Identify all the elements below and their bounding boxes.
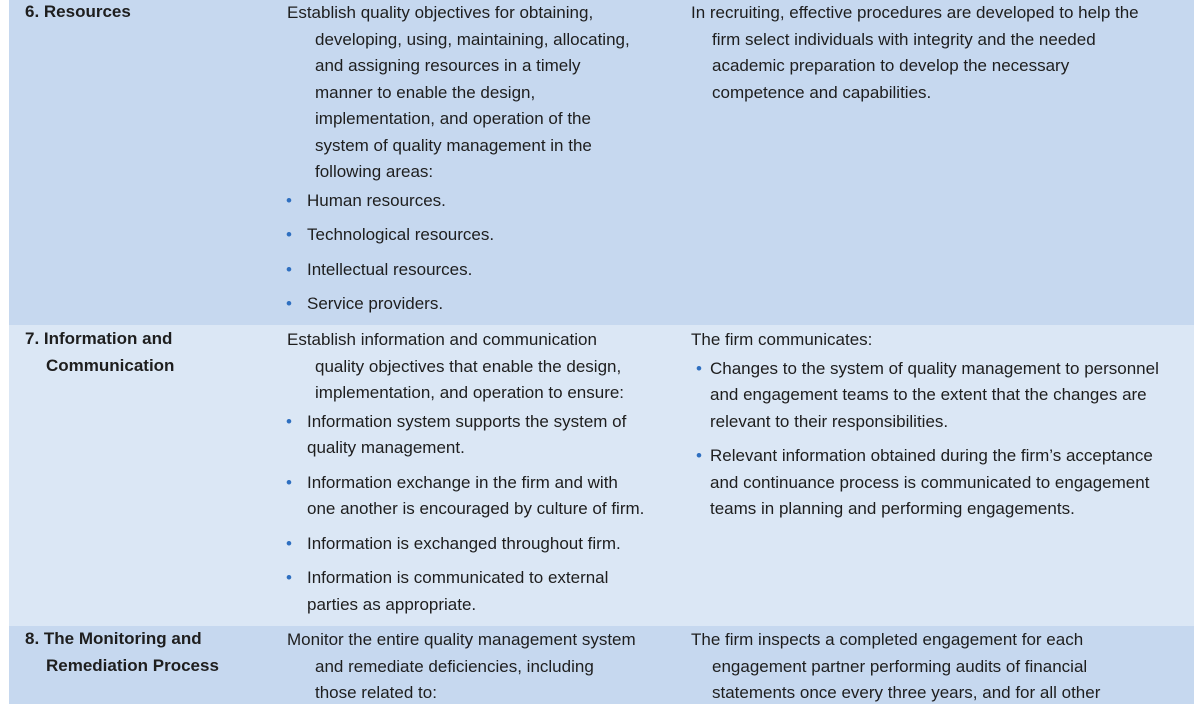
- table-row-monitoring-remediation: [9, 626, 1194, 704]
- objective-line: manner to enable the design,: [315, 82, 536, 102]
- bullet-icon: •: [286, 225, 292, 244]
- table-row-information-communication: [9, 325, 1194, 626]
- list-item-text: Changes to the system of quality management to personnel: [710, 358, 1159, 378]
- component-name: [25, 626, 265, 679]
- component-name-line: Remediation Process: [46, 655, 219, 675]
- list-item-text: relevant to their responsibilities.: [710, 411, 949, 431]
- objective-line: quality objectives that enable the design,: [315, 356, 622, 376]
- bullet-icon: •: [286, 190, 292, 210]
- list-item-text: Intellectual resources.: [307, 259, 473, 279]
- list-item-text: Information is exchanged throughout firm.: [307, 533, 621, 553]
- objective-line: those related to:: [315, 683, 437, 702]
- objective-line: system of quality management in the: [315, 135, 592, 155]
- example-text: [682, 327, 1192, 354]
- objective-text: [279, 627, 679, 704]
- list-item-text: and engagement teams to the extent that the changes are: [710, 385, 1147, 404]
- component-name: [25, 326, 265, 379]
- bullet-icon: •: [696, 446, 702, 465]
- objective-line: Monitor the entire quality management system: [287, 630, 636, 649]
- example-line: statements once every three years, and for all other: [712, 683, 1101, 702]
- objective-cell: [279, 0, 679, 318]
- objective-line: implementation, and operation of the: [315, 109, 591, 128]
- component-name-line: 6. Resources: [25, 2, 131, 21]
- list-item-text: Technological resources.: [307, 225, 495, 244]
- objective-bullet-list: [279, 409, 679, 619]
- objective-line: and remediate deficiencies, including: [315, 656, 594, 676]
- list-item: [691, 443, 1192, 523]
- component-name-line: 8. The Monitoring and: [25, 629, 202, 648]
- component-name-line: Communication: [46, 355, 175, 375]
- example-line: In recruiting, effective procedures are developed to help the: [691, 3, 1139, 22]
- objective-line: and assigning resources in a timely: [315, 56, 581, 75]
- objective-line: following areas:: [315, 162, 434, 181]
- bullet-icon: •: [286, 568, 292, 587]
- list-item-text: Information is communicated to external: [307, 568, 609, 587]
- objective-line: developing, using, maintaining, allocating,: [315, 29, 630, 49]
- component-name: [25, 0, 265, 26]
- example-line: firm select individuals with integrity and the needed: [712, 29, 1096, 49]
- example-cell: [682, 0, 1192, 106]
- list-item: [279, 409, 679, 462]
- component-cell: [25, 627, 265, 679]
- objective-line: Establish information and communication: [287, 330, 597, 349]
- objective-bullet-list: [279, 188, 679, 318]
- list-item-text: parties as appropriate.: [307, 594, 477, 614]
- bullet-icon: •: [286, 294, 292, 313]
- objective-cell: [279, 627, 679, 704]
- list-item-text: Information system supports the system of: [307, 411, 627, 431]
- bullet-icon: •: [696, 358, 702, 378]
- example-line: academic preparation to develop the necessary: [712, 56, 1070, 75]
- example-cell: [682, 627, 1192, 704]
- component-name-line: 7. Information and: [25, 329, 173, 348]
- bullet-icon: •: [286, 259, 292, 279]
- list-item-text: Relevant information obtained during the firm’s acceptance: [710, 446, 1153, 465]
- table-row-resources: [9, 0, 1194, 325]
- list-item-text: Information exchange in the firm and with: [307, 472, 618, 492]
- list-item-text: teams in planning and performing engagements.: [710, 499, 1075, 518]
- objective-line: Establish quality objectives for obtaining,: [287, 3, 594, 22]
- list-item: [279, 470, 679, 523]
- list-item: [279, 188, 679, 215]
- list-item: [691, 356, 1192, 436]
- example-line: competence and capabilities.: [712, 82, 932, 102]
- example-cell: [682, 327, 1192, 523]
- list-item-text: and continuance process is communicated to engagement: [710, 472, 1150, 492]
- example-text: [682, 627, 1192, 704]
- example-line: The firm communicates:: [691, 330, 873, 349]
- example-text: [682, 0, 1192, 106]
- example-line: engagement partner performing audits of financial: [712, 656, 1088, 676]
- list-item: [279, 257, 679, 284]
- list-item: [279, 565, 679, 618]
- list-item-text: quality management.: [307, 438, 465, 457]
- bullet-icon: •: [286, 472, 292, 492]
- objective-text: [279, 327, 679, 407]
- list-item: [279, 531, 679, 558]
- component-cell: [25, 327, 265, 379]
- objective-cell: [279, 327, 679, 618]
- bullet-icon: •: [286, 411, 292, 431]
- list-item-text: Service providers.: [307, 294, 444, 313]
- list-item: [279, 291, 679, 318]
- list-item-text: Human resources.: [307, 190, 446, 210]
- objective-line: implementation, and operation to ensure:: [315, 383, 625, 402]
- bullet-icon: •: [286, 533, 292, 553]
- list-item: [279, 222, 679, 249]
- quality-management-table: [9, 0, 1194, 704]
- objective-text: [279, 0, 679, 186]
- component-cell: [25, 0, 265, 26]
- example-line: The firm inspects a completed engagement for each: [691, 630, 1084, 649]
- list-item-text: one another is encouraged by culture of firm.: [307, 499, 645, 518]
- example-bullet-list: [691, 356, 1192, 523]
